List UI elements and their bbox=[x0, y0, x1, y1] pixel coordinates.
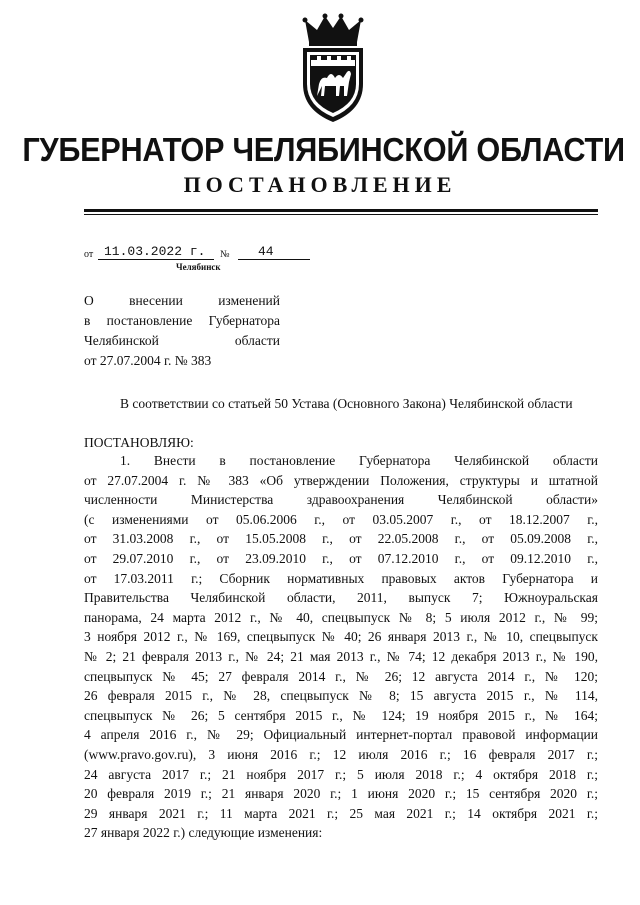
document-subject bbox=[84, 291, 280, 371]
subject-line: в постановление Губернатора bbox=[84, 313, 280, 328]
number-prefix: № bbox=[220, 249, 230, 260]
text-line: 1. Внести в постановление Губернатора Челябинской области bbox=[120, 453, 598, 468]
date-number-line bbox=[84, 243, 324, 263]
text-line: 20 февраля 2019 г.; 21 января 2020 г.; 1 июня 2020 г.; 15 сентября 2020 г.; bbox=[84, 786, 598, 802]
text-line: Правительства Челябинской области, 2011, выпуск 7; Южноуральская bbox=[84, 590, 598, 606]
date-prefix: от bbox=[84, 249, 94, 260]
text-line: от 27.07.2004 г. № 383 «Об утверждении Положения, структуры и штатной bbox=[84, 472, 598, 488]
subject-line: Челябинской области bbox=[84, 333, 280, 348]
text-line: от 17.03.2011 г.; Сборник нормативных правовых актов Губернатора и bbox=[84, 570, 598, 586]
city-label: Челябинск bbox=[176, 262, 221, 272]
intro-paragraph: В соответствии со статьей 50 Устава (Основного Закона) Челябинской области bbox=[120, 396, 573, 411]
text-line: 24 августа 2017 г.; 21 ноября 2017 г.; 5 июля 2018 г.; 4 октября 2018 г.; bbox=[84, 766, 598, 782]
text-line: 3 ноября 2012 г., № 169, спецвыпуск № 40; 26 января 2013 г., № 10, спецвыпуск bbox=[84, 629, 598, 645]
text-line: спецвыпуск № 45; 27 февраля 2014 г., № 26; 12 августа 2014 г., № 120; bbox=[84, 668, 598, 684]
text-line: № 2; 21 февраля 2013 г., № 24; 21 мая 2013 г., № 74; 12 декабря 2013 г., № 190, bbox=[84, 648, 598, 664]
paragraph-1 bbox=[84, 451, 598, 843]
text-line: 27 января 2022 г.) следующие изменения: bbox=[84, 825, 323, 841]
document-number: 44 bbox=[258, 244, 274, 259]
governor-title: ГУБЕРНАТОР ЧЕЛЯБИНСКОЙ ОБЛАСТИ bbox=[22, 131, 625, 168]
coat-of-arms-icon bbox=[295, 12, 371, 124]
subject-line: О внесении изменений bbox=[84, 293, 280, 308]
document-type: ПОСТАНОВЛЕНИЕ bbox=[183, 172, 457, 197]
text-line: спецвыпуск № 26; 5 сентября 2015 г., № 124; 19 ноября 2015 г., № 164; bbox=[84, 707, 598, 723]
text-line: численности Министерства здравоохранения Челябинской области» bbox=[84, 492, 598, 508]
header-rule-thin bbox=[84, 214, 598, 215]
header-rule-thick bbox=[84, 209, 598, 212]
text-line: (с изменениями от 05.06.2006 г., от 03.05.2007 г., от 18.12.2007 г., bbox=[84, 511, 598, 527]
text-line: (www.pravo.gov.ru), 3 июня 2016 г.; 12 июля 2016 г.; 16 февраля 2017 г.; bbox=[84, 746, 598, 762]
text-line: 4 апреля 2016 г., № 29; Официальный интернет-портал правовой информации bbox=[84, 727, 598, 743]
subject-line: от 27.07.2004 г. № 383 bbox=[84, 353, 212, 368]
text-line: 29 января 2021 г.; 11 марта 2021 г.; 25 мая 2021 г.; 14 октября 2021 г.; bbox=[84, 805, 598, 821]
text-line: от 31.03.2008 г., от 15.05.2008 г., от 22.05.2008 г., от 05.09.2008 г., bbox=[84, 531, 598, 547]
text-line: от 29.07.2010 г., от 23.09.2010 г., от 07.12.2010 г., от 09.12.2010 г., bbox=[84, 550, 598, 566]
text-line: 26 февраля 2015 г., № 28, спецвыпуск № 8; 15 августа 2015 г., № 114, bbox=[84, 688, 598, 704]
document-date: 11.03.2022 г. bbox=[104, 244, 206, 259]
text-line: панорама, 24 марта 2012 г., № 40, спецвыпуск № 8; 5 июля 2012 г., № 99; bbox=[84, 609, 598, 625]
decree-word: ПОСТАНОВЛЯЮ: bbox=[84, 435, 194, 450]
